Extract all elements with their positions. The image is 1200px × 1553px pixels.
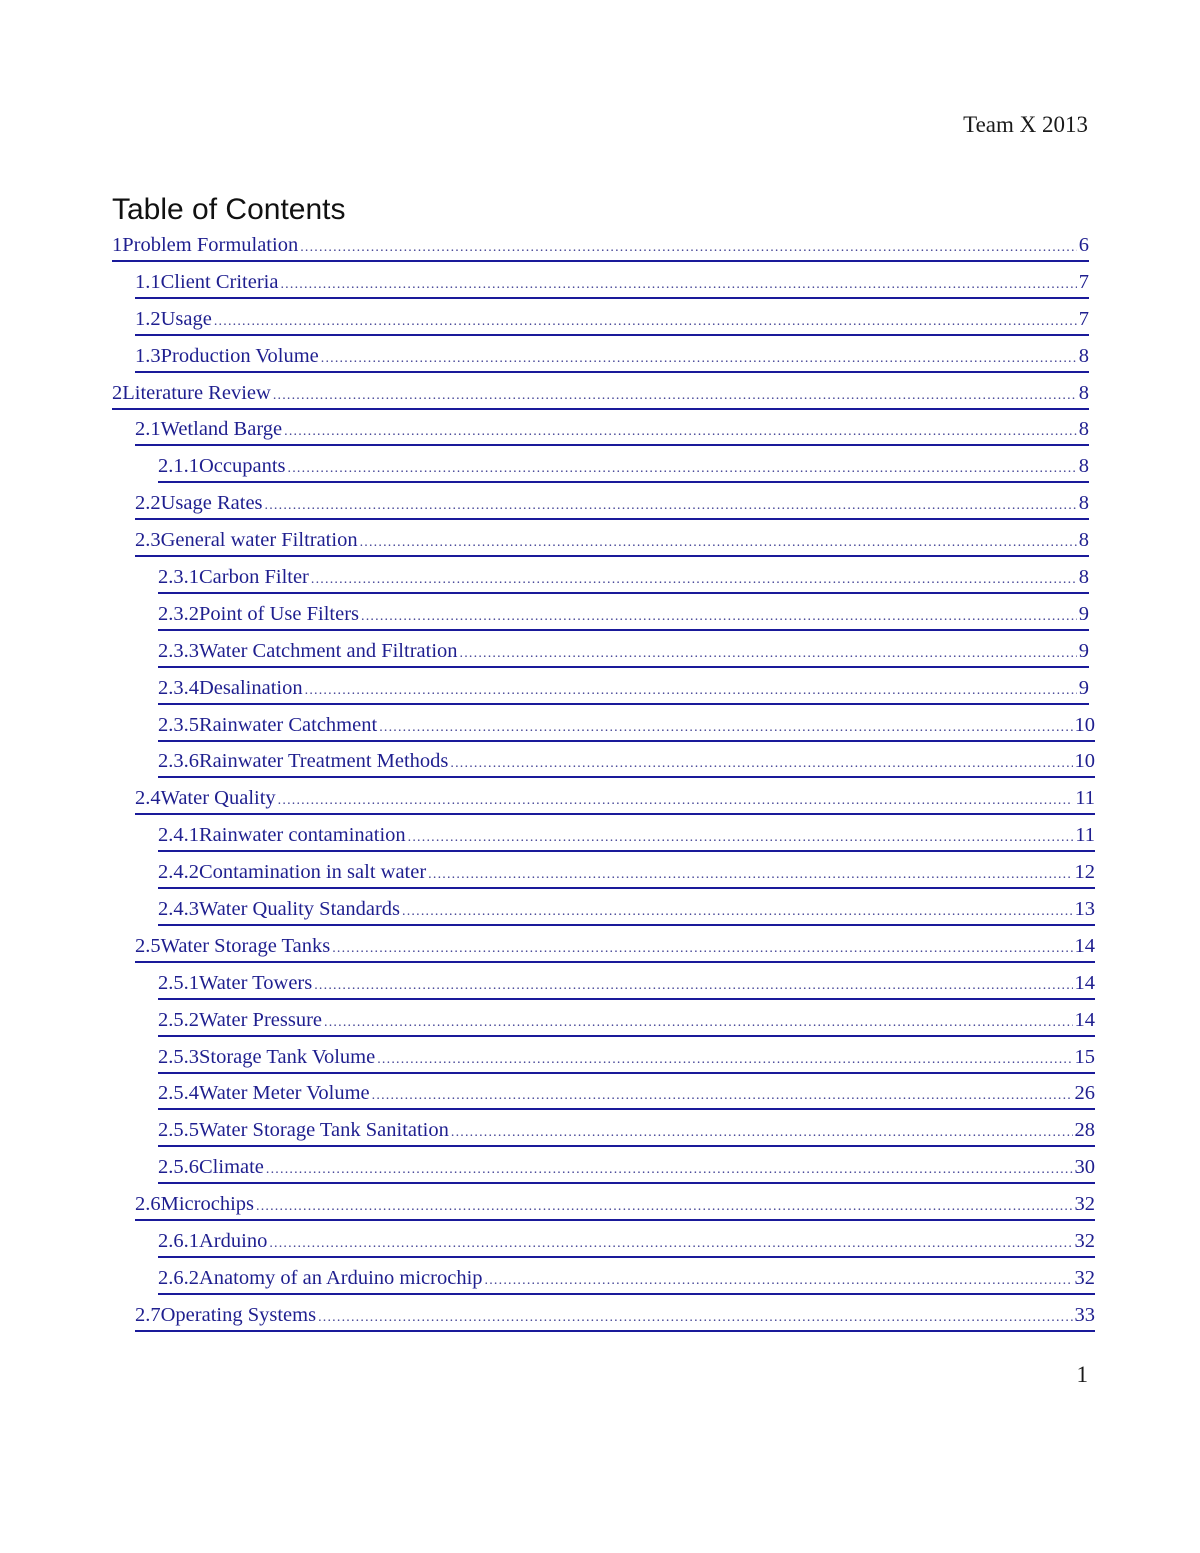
toc-entry-number: 2.6 [135, 1193, 161, 1216]
toc-entry-title: Operating Systems [160, 1303, 317, 1326]
toc-entry-page: 14 [1074, 971, 1095, 994]
toc-entry-page: 32 [1074, 1266, 1095, 1289]
toc-entry-2 [0, 374, 1200, 411]
toc-entry-title: Production Volume [160, 344, 319, 367]
toc-entry-2-4-3 [0, 890, 1200, 927]
dot-leader [377, 1047, 1072, 1073]
dot-leader [460, 641, 1077, 667]
toc-entry-2-2 [0, 484, 1200, 521]
toc-entry-2-5-4 [0, 1074, 1200, 1111]
dot-leader [305, 678, 1077, 704]
dot-leader [324, 1010, 1072, 1036]
toc-entry-title: Water Quality Standards [199, 898, 401, 921]
toc-entry-page: 9 [1078, 676, 1089, 699]
dot-leader [450, 751, 1072, 777]
toc-entry-title: Contamination in salt water [199, 861, 427, 884]
toc-link-2-3-3[interactable] [158, 638, 1089, 668]
toc-entry-page: 7 [1078, 270, 1089, 293]
toc-link-2-3-6[interactable] [158, 748, 1095, 778]
dot-leader [280, 272, 1076, 298]
toc-entry-title: Rainwater contamination [199, 824, 406, 847]
toc-link-1-3[interactable] [135, 343, 1089, 373]
toc-entry-page: 14 [1074, 1008, 1095, 1031]
toc-entry-page: 33 [1074, 1303, 1095, 1326]
dot-leader [408, 825, 1074, 851]
toc-link-1-2[interactable] [135, 306, 1089, 336]
toc-list [0, 226, 1200, 1333]
toc-entry-title: Usage [160, 307, 212, 330]
toc-entry-title: Occupants [199, 455, 286, 478]
toc-entry-number: 2.1 [135, 418, 161, 441]
toc-entry-2-1 [0, 410, 1200, 447]
toc-link-2-1-1[interactable] [158, 453, 1089, 483]
toc-link-2-5-5[interactable] [158, 1117, 1095, 1147]
toc-link-2-5-3[interactable] [158, 1044, 1095, 1074]
toc-entry-number: 2.5.4 [158, 1082, 199, 1105]
toc-link-2-6[interactable] [135, 1191, 1095, 1221]
toc-entry-page: 10 [1074, 713, 1095, 736]
toc-entry-1-3 [0, 337, 1200, 374]
toc-entry-page: 32 [1074, 1230, 1095, 1253]
toc-link-2-2[interactable] [135, 490, 1089, 520]
toc-link-1-1[interactable] [135, 269, 1089, 299]
toc-link-2-6-2[interactable] [158, 1265, 1095, 1295]
toc-entry-1-2 [0, 300, 1200, 337]
toc-entry-title: Storage Tank Volume [199, 1045, 376, 1068]
toc-entry-title: Climate [199, 1156, 264, 1179]
toc-link-2-4[interactable] [135, 785, 1095, 815]
toc-entry-2-3-5 [0, 706, 1200, 743]
running-header: Team X 2013 [963, 112, 1088, 137]
toc-entry-2-3 [0, 521, 1200, 558]
dot-leader [451, 1120, 1073, 1146]
toc-entry-title: Water Catchment and Filtration [199, 639, 458, 662]
page-number: 1 [1076, 1362, 1088, 1387]
toc-entry-page: 28 [1074, 1119, 1095, 1142]
toc-link-2[interactable] [112, 380, 1089, 410]
toc-entry-2-5-6 [0, 1148, 1200, 1185]
toc-entry-number: 1.2 [135, 307, 161, 330]
toc-entry-title: Water Quality [160, 787, 276, 810]
toc-entry-number: 2.4.2 [158, 861, 199, 884]
toc-entry-number: 2.3.3 [158, 639, 199, 662]
dot-leader [428, 862, 1072, 888]
toc-entry-title: Wetland Barge [160, 418, 283, 441]
toc-link-2-4-3[interactable] [158, 896, 1095, 926]
toc-entry-number: 1.1 [135, 270, 161, 293]
dot-leader [284, 419, 1077, 445]
toc-entry-page: 8 [1078, 344, 1089, 367]
dot-leader [269, 1231, 1072, 1257]
toc-entry-2-6-1 [0, 1222, 1200, 1259]
dot-leader [278, 788, 1074, 814]
toc-entry-number: 2.5.6 [158, 1156, 199, 1179]
dot-leader [379, 715, 1072, 741]
toc-entry-2-4-2 [0, 853, 1200, 890]
dot-leader [332, 936, 1072, 962]
toc-entry-page: 32 [1074, 1193, 1095, 1216]
toc-entry-title: Rainwater Catchment [199, 713, 378, 736]
toc-entry-page: 8 [1078, 381, 1089, 404]
toc-link-2-7[interactable] [135, 1302, 1095, 1332]
dot-leader [314, 973, 1072, 999]
toc-link-2-5-4[interactable] [158, 1080, 1095, 1110]
toc-entry-2-5 [0, 927, 1200, 964]
toc-entry-2-5-3 [0, 1038, 1200, 1075]
toc-entry-title: General water Filtration [160, 529, 358, 552]
toc-link-2-3-1[interactable] [158, 564, 1089, 594]
toc-link-2-4-1[interactable] [158, 822, 1095, 852]
toc-entry-page: 13 [1074, 898, 1095, 921]
toc-link-2-5[interactable] [135, 933, 1095, 963]
toc-entry-page: 8 [1078, 566, 1089, 589]
toc-entry-number: 2.3.1 [158, 566, 199, 589]
dot-leader [485, 1268, 1073, 1294]
dot-leader [360, 530, 1077, 556]
toc-entry-number: 2.3.6 [158, 750, 199, 773]
toc-entry-page: 30 [1074, 1156, 1095, 1179]
toc-link-2-3-4[interactable] [158, 675, 1089, 705]
toc-link-2-5-1[interactable] [158, 970, 1095, 1000]
toc-entry-2-6-2 [0, 1259, 1200, 1296]
toc-entry-2-5-1 [0, 964, 1200, 1001]
toc-entry-number: 1.3 [135, 344, 161, 367]
dot-leader [318, 1305, 1072, 1331]
toc-entry-number: 2.5.2 [158, 1008, 199, 1031]
dot-leader [266, 1157, 1073, 1183]
toc-entry-number: 2.3.5 [158, 713, 199, 736]
toc-entry-title: Client Criteria [160, 270, 279, 293]
toc-entry-2-3-4 [0, 669, 1200, 706]
toc-entry-1-1 [0, 263, 1200, 300]
toc-entry-number: 2.3.2 [158, 602, 199, 625]
toc-entry-number: 2.3.4 [158, 676, 199, 699]
toc-entry-number: 2.6.2 [158, 1266, 199, 1289]
toc-entry-2-3-3 [0, 632, 1200, 669]
toc-entry-title: Literature Review [122, 381, 271, 404]
toc-entry-number: 2.3 [135, 529, 161, 552]
toc-entry-2-4 [0, 779, 1200, 816]
toc-entry-page: 7 [1078, 307, 1089, 330]
dot-leader [265, 493, 1077, 519]
toc-entry-2-7 [0, 1296, 1200, 1333]
toc-entry-title: Microchips [160, 1193, 254, 1216]
toc-entry-page: 8 [1078, 418, 1089, 441]
toc-entry-page: 8 [1078, 455, 1089, 478]
dot-leader [273, 383, 1077, 409]
toc-entry-title: Problem Formulation [122, 234, 299, 256]
toc-link-2-3[interactable] [135, 527, 1089, 557]
toc-entry-page: 15 [1074, 1045, 1095, 1068]
toc-entry-title: Usage Rates [160, 492, 263, 515]
toc-entry-page: 11 [1075, 824, 1095, 847]
toc-entry-page: 6 [1078, 234, 1089, 256]
toc-link-2-1[interactable] [135, 416, 1089, 446]
toc-entry-number: 2.5 [135, 934, 161, 957]
toc-entry-page: 12 [1074, 861, 1095, 884]
toc-link-2-6-1[interactable] [158, 1228, 1095, 1258]
toc-link-2-4-2[interactable] [158, 859, 1095, 889]
toc-title: Table of Contents [112, 193, 346, 226]
toc-entry-number: 1 [112, 234, 123, 256]
toc-entry-title: Water Storage Tanks [160, 934, 331, 957]
toc-entry-page: 10 [1074, 750, 1095, 773]
toc-entry-page: 14 [1074, 934, 1095, 957]
dot-leader [361, 604, 1077, 630]
toc-entry-number: 2.6.1 [158, 1230, 199, 1253]
toc-entry-number: 2.5.3 [158, 1045, 199, 1068]
toc-entry-title: Water Meter Volume [199, 1082, 370, 1105]
toc-entry-number: 2.4.3 [158, 898, 199, 921]
toc-entry-2-5-5 [0, 1111, 1200, 1148]
toc-entry-2-4-1 [0, 816, 1200, 853]
dot-leader [311, 567, 1077, 593]
toc-entry-title: Rainwater Treatment Methods [199, 750, 449, 773]
toc-entry-page: 8 [1078, 529, 1089, 552]
toc-link-1[interactable] [112, 232, 1089, 262]
dot-leader [214, 309, 1077, 335]
toc-link-2-3-5[interactable] [158, 712, 1095, 742]
toc-entry-number: 2.1.1 [158, 455, 199, 478]
toc-entry-2-6 [0, 1185, 1200, 1222]
toc-link-2-5-6[interactable] [158, 1154, 1095, 1184]
toc-entry-title: Arduino [199, 1230, 268, 1253]
toc-entry-title: Anatomy of an Arduino microchip [199, 1266, 483, 1289]
toc-entry-2-3-6 [0, 742, 1200, 779]
dot-leader [372, 1083, 1073, 1109]
dot-leader [288, 456, 1077, 482]
toc-entry-number: 2.7 [135, 1303, 161, 1326]
toc-entry-page: 8 [1078, 492, 1089, 515]
toc-entry-title: Desalination [199, 676, 303, 699]
toc-entry-2-5-2 [0, 1001, 1200, 1038]
toc-entry-2-3-1 [0, 558, 1200, 595]
toc-link-2-5-2[interactable] [158, 1007, 1095, 1037]
toc-entry-2-3-2 [0, 595, 1200, 632]
toc-entry-2-1-1 [0, 447, 1200, 484]
toc-entry-page: 26 [1074, 1082, 1095, 1105]
dot-leader [321, 346, 1077, 372]
toc-entry-title: Water Towers [199, 971, 313, 994]
toc-entry-number: 2.5.1 [158, 971, 199, 994]
dot-leader [402, 899, 1072, 925]
toc-entry-page: 11 [1075, 787, 1095, 810]
dot-leader [256, 1194, 1073, 1220]
toc-entry-title: Carbon Filter [199, 566, 309, 589]
dot-leader [300, 235, 1077, 261]
toc-entry-page: 9 [1078, 639, 1089, 662]
toc-entry-number: 2 [112, 381, 123, 404]
toc-link-2-3-2[interactable] [158, 601, 1089, 631]
toc-entry-number: 2.5.5 [158, 1119, 199, 1142]
toc-entry-number: 2.4 [135, 787, 161, 810]
toc-entry-number: 2.2 [135, 492, 161, 515]
toc-entry-1 [0, 226, 1200, 263]
toc-entry-title: Water Storage Tank Sanitation [199, 1119, 449, 1142]
toc-entry-title: Water Pressure [199, 1008, 323, 1031]
toc-entry-title: Point of Use Filters [199, 602, 360, 625]
toc-entry-page: 9 [1078, 602, 1089, 625]
toc-entry-number: 2.4.1 [158, 824, 199, 847]
